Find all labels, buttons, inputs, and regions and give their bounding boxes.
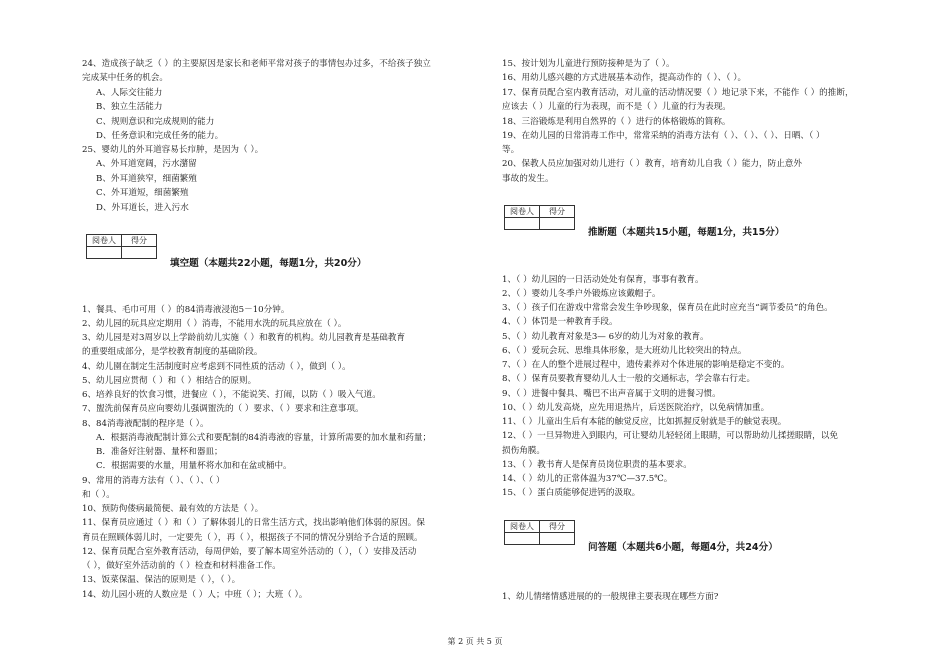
fill-line-19r: 19、在幼儿园的日常消毒工作中，常常采纳的消毒方法有（ ）、（ ）、（ ）、日晒、（ ） — [502, 131, 825, 141]
fill-line-10: A．根据消毒液配制计算公式和要配制的84消毒液的容量，计算所需要的加水量和药量； — [96, 433, 432, 443]
judge-line-4: 4、（ ）体罚是一种教育手段。 — [502, 317, 618, 327]
fill-line-6: 5、幼儿园应贯彻（ ）和（ ）相结合的原则。 — [82, 376, 257, 386]
fill-line-21: 14、幼儿园小班的人数应是（ ）人；中班（ ）；大班（ ）。 — [82, 590, 308, 600]
question-25: 25、婴幼儿的外耳道容易长疖肿，是因为（ ）。 — [82, 145, 264, 155]
score-label: 得分 — [540, 206, 575, 218]
judge-line-12-cont: 损伤角膜。 — [502, 446, 545, 456]
fill-line-8: 7、盥洗前保育员应向婴幼儿强调盥洗的（ ）要求、（ ）要求和注意事项。 — [82, 404, 364, 414]
question-24-cont: 完成某中任务的机会。 — [82, 73, 168, 83]
fill-line-5: 4、幼儿園在制定生活制度时应考虑到不同性质的活动（ ），做到（ ）。 — [82, 362, 351, 372]
judge-line-6: 6、（ ）爱玩会玩、思维具体形象，是大班幼儿比较突出的特点。 — [502, 346, 747, 356]
grader-label: 阅卷人 — [87, 235, 122, 247]
fill-line-20r-cont: 事故的发生。 — [502, 174, 554, 184]
judge-line-13: 13、（ ）教书育人是保育员岗位职责的基本要求。 — [502, 460, 692, 470]
score-label: 得分 — [122, 235, 157, 247]
q25-option-d: D、外耳道长，进入污水 — [96, 203, 189, 213]
fill-line-16r: 16、用幼儿感兴趣的方式进展基本动作，提高动作的（ ）、（ ）。 — [502, 73, 747, 83]
fill-line-17: 育员在照顾体弱儿时，一定要先（ ），再（ ），根据孩子不同的情况分别给予合适的照顾。 — [82, 533, 423, 543]
qa-question-1: 1、幼儿情绪情感进展的的一般规律主要表现在哪些方面? — [502, 592, 719, 602]
question-24: 24、造成孩子缺乏（ ）的主要原因是家长和老师平常对孩子的事情包办过多，不给孩子独立 — [82, 59, 431, 69]
fill-line-15r: 15、按计划为儿童进行预防接种是为了（ ）。 — [502, 59, 675, 69]
fill-line-19: （ ），做好室外活动前的（ ）检查和材料准备工作。 — [82, 561, 281, 571]
score-box-fill — [86, 234, 157, 259]
judge-line-2: 2、（ ）婴幼儿冬季户外锻炼应该戴帽子。 — [502, 289, 661, 299]
q25-option-c: C、外耳道短，细菌繁殖 — [96, 188, 189, 198]
fill-line-16: 11、保育员应通过（ ）和（ ）了解体弱儿的日常生活方式，找出影响他们体弱的原因。保 — [82, 518, 425, 528]
judge-line-15: 15、（ ）蛋白质能够促进钙的汲取。 — [502, 488, 641, 498]
fill-line-17r-cont: 应该去（ ）儿童的行为表现，而不是（ ）儿童的行为表现。 — [502, 102, 731, 112]
judge-section-title: 推断题（本题共15小题，每题1分，共15分） — [588, 227, 785, 238]
q25-option-a: A、外耳道宽阔，污水潴留 — [96, 159, 197, 169]
judge-line-12: 12、（ ）一旦异物进入到眼内，可让婴幼儿轻轻闭上眼睛，可以帮助幼儿揉搓眼睛，以免 — [502, 431, 838, 441]
qa-section-title: 问答题（本题共6小题，每题4分，共24分） — [588, 542, 778, 553]
fill-line-13: 9、常用的消毒方法有（ ）、（ ）、（ ） — [82, 476, 225, 486]
q24-option-d: D、任务意识和完成任务的能力。 — [96, 131, 224, 141]
fill-line-20r: 20、保教人员应加强对幼儿进行（ ）教育，培育幼儿自我（ ）能力，防止意外 — [502, 159, 802, 169]
fill-line-18: 12、保育员配合室外教育活动，每周伊始，要了解本周室外活动的（ ），（ ）安排及活动 — [82, 547, 417, 557]
judge-line-7: 7、（ ）在人的整个进展过程中，遗传素养对个体进展的影响是稳定不变的。 — [502, 360, 790, 370]
fill-line-1: 1、餐具、毛巾可用（ ）的84消毒液浸泡5－10分钟。 — [82, 305, 290, 315]
fill-line-7: 6、培养良好的饮食习惯，进餐应（ ），不能说笑、打闹，以防（ ）吸入气道。 — [82, 390, 381, 400]
page-footer: 第 2 页 共 5 页 — [447, 637, 503, 646]
q25-option-b: B、外耳道狭窄，细菌繁殖 — [96, 174, 197, 184]
fill-line-19r-cont: 等。 — [502, 145, 520, 155]
score-label: 得分 — [540, 521, 575, 533]
fill-line-15: 10、预防佝偻病最简便、最有效的方法是（ ）。 — [82, 504, 264, 514]
grader-label: 阅卷人 — [505, 206, 540, 218]
judge-line-11: 11、（ ）儿童出生后有本能的触觉反应，比如抓握反射就是手的触觉表现。 — [502, 417, 787, 427]
fill-line-2: 2、幼儿园的玩具应定期用（ ）消毒，不能用水洗的玩具应放在（ ）。 — [82, 319, 347, 329]
fill-line-18r: 18、三浴锻炼是利用自然界的（ ）进行的体格锻炼的简称。 — [502, 117, 731, 127]
fill-section-title: 填空题（本题共22小题，每题1分，共20分） — [170, 258, 367, 269]
q24-option-c: C、规则意识和完成规则的能力 — [96, 117, 215, 127]
fill-line-9: 8、84消毒液配制的程序是（ ）。 — [82, 419, 209, 429]
grader-label: 阅卷人 — [505, 521, 540, 533]
fill-line-3: 3、幼儿园是对3周岁以上学龄前幼儿实施（ ）和教育的机构。幼儿园教育是基础教育 — [82, 333, 406, 343]
judge-line-3: 3、（ ）孩子们在游戏中常常会发生争吵现象，保育员在此时应充当“调节委员”的角色。 — [502, 303, 833, 313]
q24-option-a: A、人际交往能力 — [96, 88, 163, 98]
judge-line-8: 8、（ ）保育员要教育婴幼儿人士一般的交通标志，学会靠右行走。 — [502, 374, 756, 384]
q24-option-b: B、独立生活能力 — [96, 102, 163, 112]
fill-line-17r: 17、保育员配合室内教育活动，对儿童的活动情况要（ ）地记录下来，不能作（ ）的推断， — [502, 88, 854, 98]
judge-line-5: 5、（ ）幼儿教育对象是3— 6岁的幼儿为对象的教育。 — [502, 332, 709, 342]
fill-line-12: C．根据需要的水量，用量杯将水加和在盆或桶中。 — [96, 461, 292, 471]
judge-line-10: 10、（ ）幼儿发高烧，应先用退热片，后送医院治疗，以免病情加重。 — [502, 403, 770, 413]
fill-line-14: 和（ ）。 — [82, 490, 115, 500]
fill-line-4: 的重要组成部分，是学校教育制度的基础阶段。 — [82, 347, 263, 357]
fill-line-20: 13、饭菜保温、保洁的原则是（ ），（ ）。 — [82, 575, 241, 585]
fill-line-11: B．准备好注射器、量杯和器皿； — [96, 447, 223, 457]
judge-line-9: 9、（ ）进餐中餐具、嘴巴不出声音属于文明的进餐习惯。 — [502, 389, 721, 399]
judge-line-1: 1、（ ）幼儿园的一日活动处处有保育，事事有教育。 — [502, 275, 704, 285]
judge-line-14: 14、（ ）幼儿的正常体温为37℃—37.5℃。 — [502, 474, 673, 484]
score-box-judge — [504, 205, 575, 230]
score-box-qa — [504, 520, 575, 545]
